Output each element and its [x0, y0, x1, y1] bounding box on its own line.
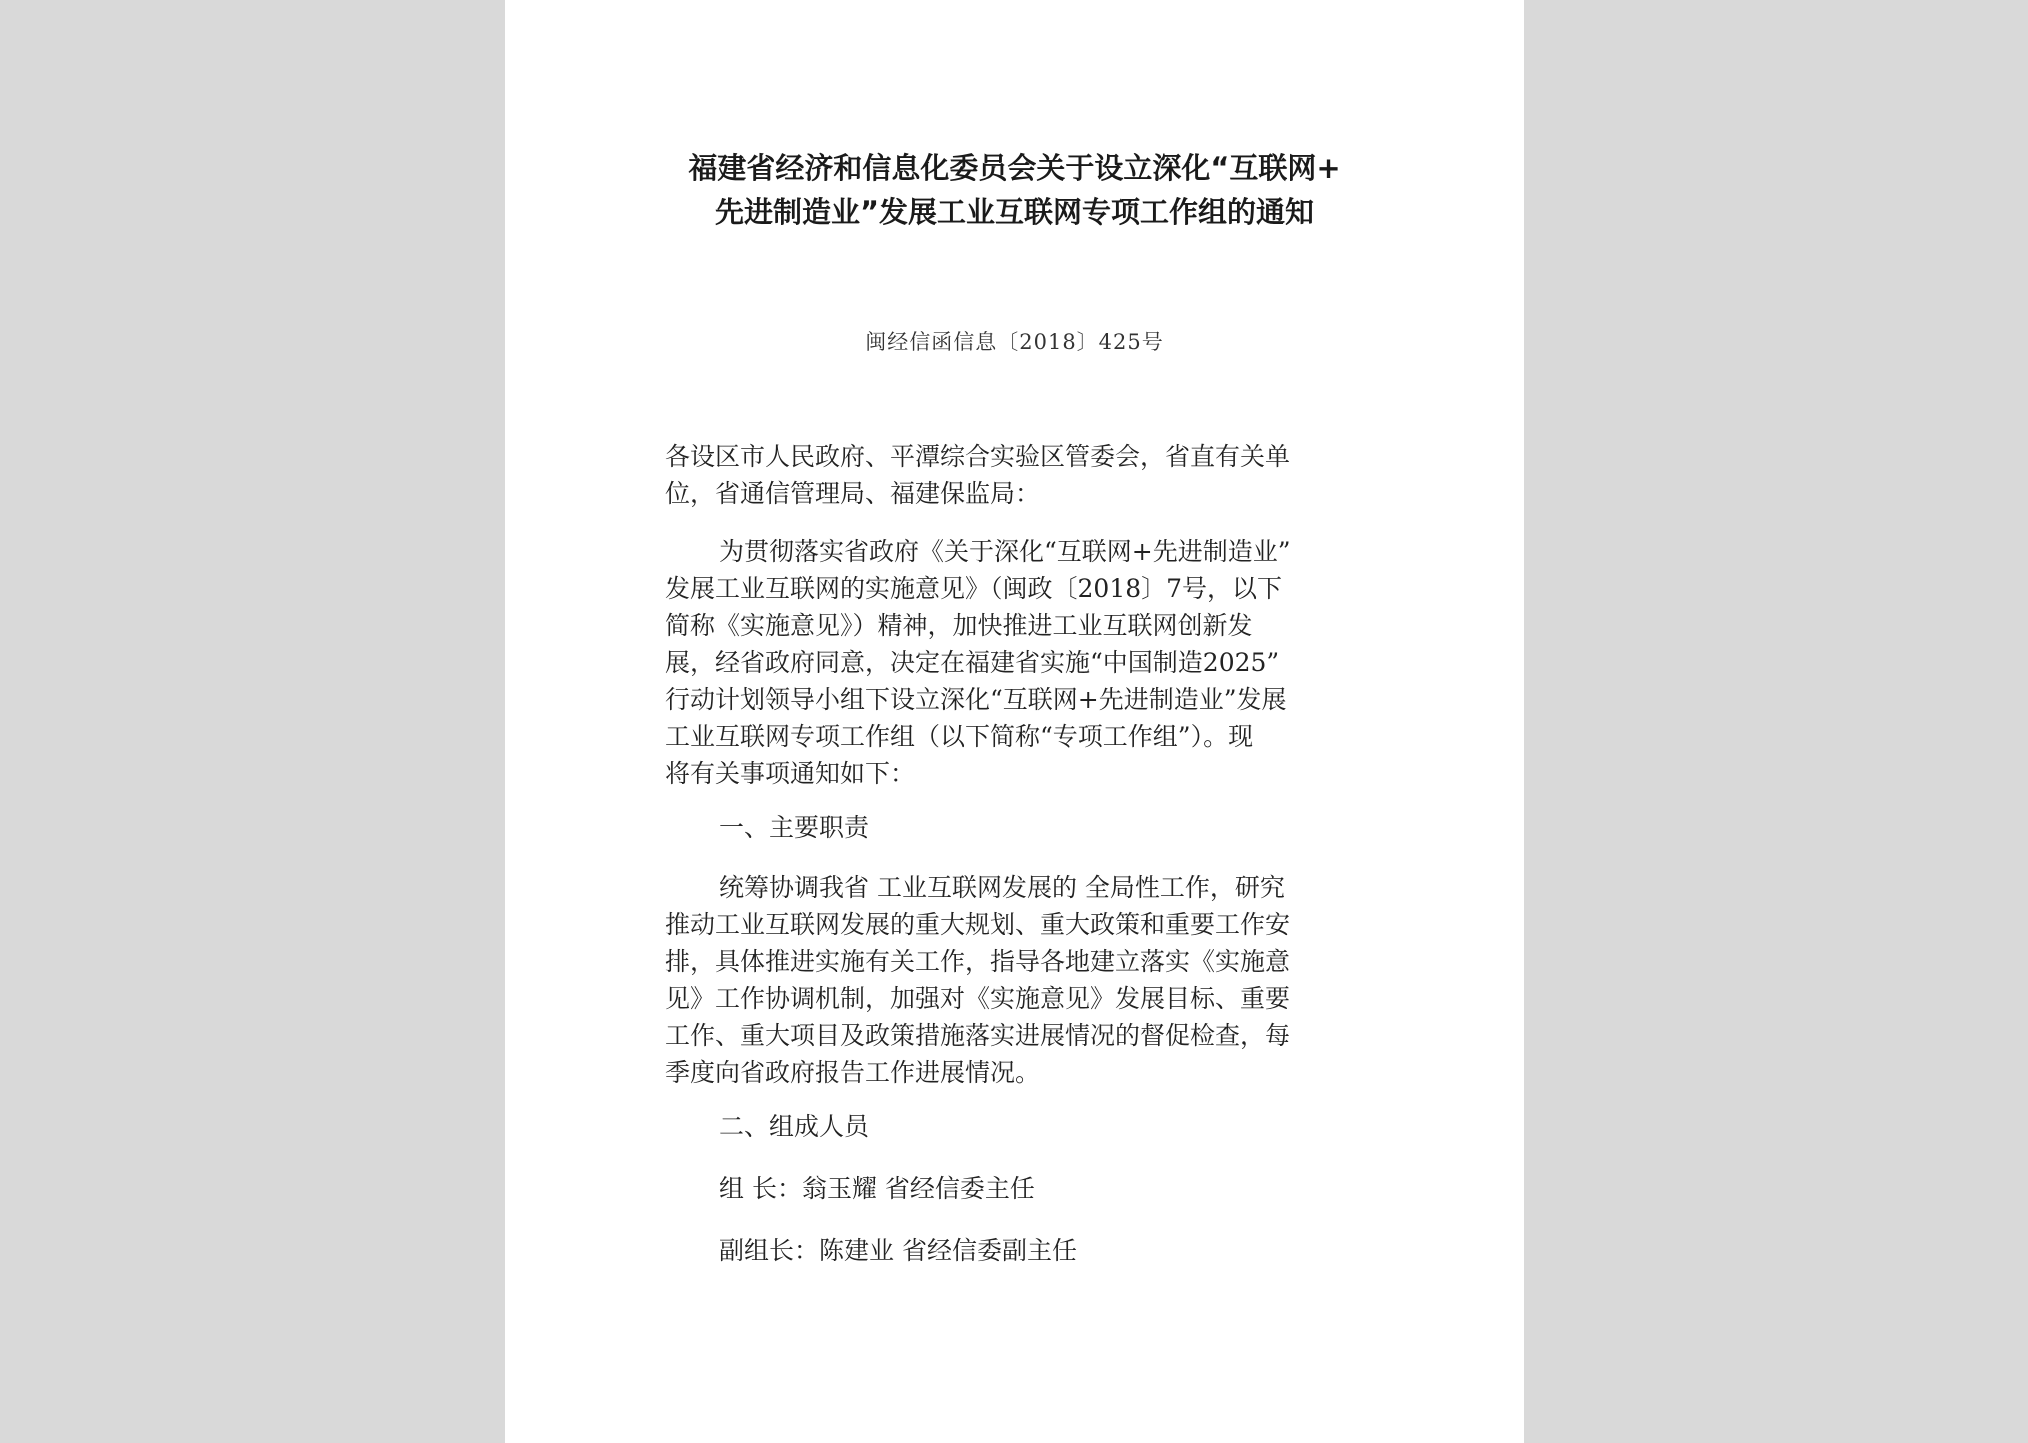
- section-1-heading: [665, 809, 1365, 846]
- intro-line-7: 将有关事项通知如下：: [665, 759, 916, 788]
- intro-line-4: 展，经省政府同意，决定在福建省实施“中国制造2025”: [665, 648, 1280, 677]
- intro-line-5: 行动计划领导小组下设立深化“互联网+先进制造业”发展: [665, 685, 1287, 714]
- section-1-paragraph: [665, 869, 1365, 1091]
- salutation-line-2: 位，省通信管理局、福建保监局：: [665, 479, 1041, 508]
- deputy-leader-line-text: 副组长：陈建业 省经信委副主任: [719, 1236, 1077, 1265]
- section1-line-2: 推动工业互联网发展的重大规划、重大政策和重要工作安: [665, 910, 1291, 939]
- salutation-line-1: 各设区市人民政府、平潭综合实验区管委会，省直有关单: [665, 442, 1291, 471]
- salutation: [665, 438, 1365, 512]
- section1-line-5: 工作、重大项目及政策措施落实进展情况的督促检查，每: [665, 1021, 1291, 1050]
- intro-line-3: 简称《实施意见》）精神，加快推进工业互联网创新发: [665, 611, 1253, 640]
- deputy-leader-line: [665, 1232, 1365, 1269]
- section-2-heading: [665, 1108, 1365, 1145]
- title-line-2: 先进制造业”发展工业互联网专项工作组的通知: [714, 195, 1315, 229]
- title-line-1: 福建省经济和信息化委员会关于设立深化“互联网+: [688, 151, 1341, 185]
- leader-line: [665, 1170, 1365, 1207]
- document-title: [655, 146, 1374, 234]
- section1-line-3: 排，具体推进实施有关工作，指导各地建立落实《实施意: [665, 947, 1291, 976]
- section-2-heading-text: 二、组成人员: [719, 1112, 870, 1141]
- section1-line-4: 见》工作协调机制，加强对《实施意见》发展目标、重要: [665, 984, 1291, 1013]
- intro-line-2: 发展工业互联网的实施意见》（闽政〔2018〕7号，以下: [665, 574, 1283, 603]
- section-1-heading-text: 一、主要职责: [719, 813, 870, 842]
- section1-line-6: 季度向省政府报告工作进展情况。: [665, 1058, 1041, 1087]
- intro-line-1: 为贯彻落实省政府《关于深化“互联网+先进制造业”: [719, 537, 1291, 566]
- document-number: 闽经信函信息〔2018〕425号: [865, 330, 1164, 354]
- intro-paragraph: [665, 533, 1365, 792]
- leader-line-text: 组 长：翁玉耀 省经信委主任: [719, 1174, 1035, 1203]
- section1-line-1: 统筹协调我省 工业互联网发展的 全局性工作，研究: [719, 873, 1285, 902]
- document-page: [505, 0, 1524, 1443]
- intro-line-6: 工业互联网专项工作组（以下简称“专项工作组”）。现: [665, 722, 1254, 751]
